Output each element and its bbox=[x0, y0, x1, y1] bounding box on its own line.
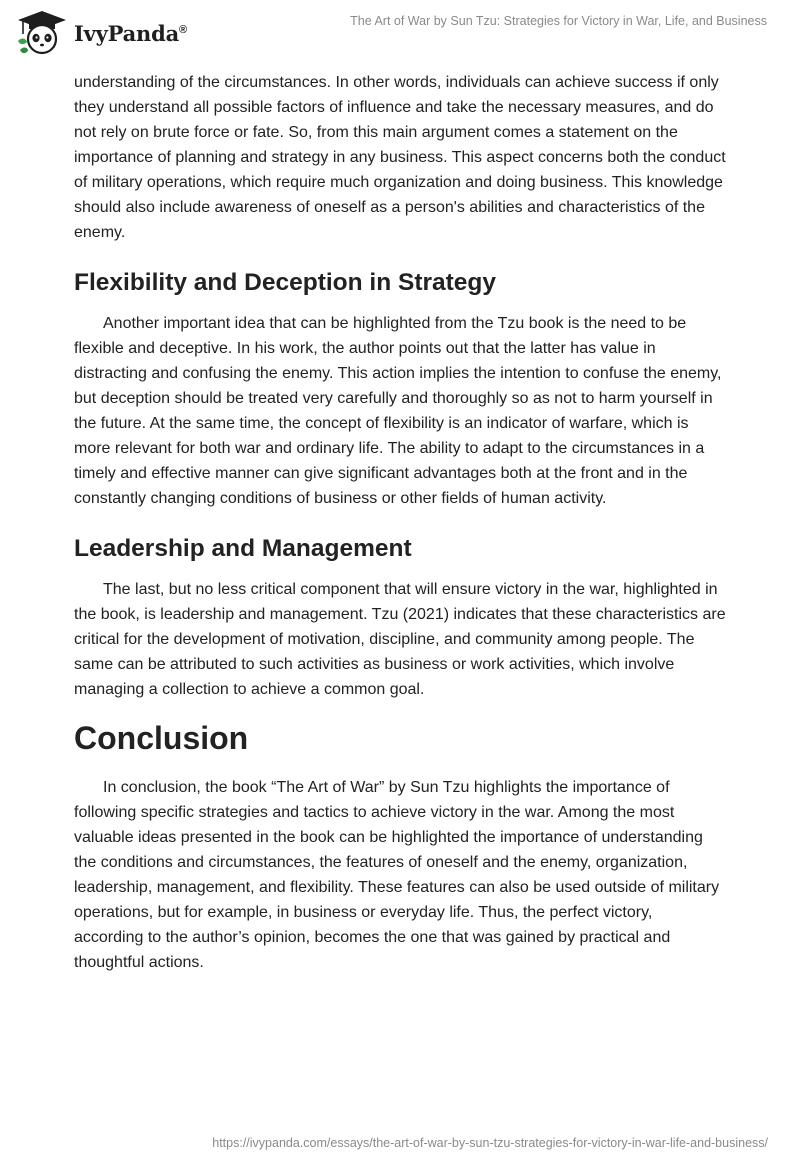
heading-leadership: Leadership and Management bbox=[74, 535, 412, 562]
intro-paragraph: understanding of the circumstances. In other words, individuals can achieve success if only they understand all possible factors of influence and take the necessary measures, and do not rely on brute force or fate. So, from this main argument comes a statement on the importance of planning and strategy in any business. This aspect concerns both the conduct of military operations, which require much organization and doing business. This knowledge should also include awareness of oneself as a person's abilities and characteristics of the enemy. bbox=[74, 74, 726, 241]
page-header bbox=[0, 0, 800, 70]
panda-graduation-cap-icon bbox=[14, 8, 70, 56]
ivypanda-logo[interactable] bbox=[14, 8, 187, 56]
paragraph-flexibility: Another important idea that can be highlighted from the Tzu book is the need to be flexible and deceptive. In his work, the author points out that the latter has value in distracting and confusing the enemy. This action implies the intention to confuse the enemy, but deception should be treated very carefully and thoroughly so as not to harm yourself in the future. At the same time, the concept of flexibility is an indicator of warfare, which is more relevant for both war and ordinary life. The ability to adapt to the circumstances in a timely and effective manner can give significant advantages both at the front and in the constantly changing conditions of business or other fields of human activity. bbox=[74, 315, 722, 507]
essay-content bbox=[74, 70, 726, 975]
document-title: The Art of War by Sun Tzu: Strategies for Victory in War, Life, and Business bbox=[350, 14, 767, 28]
paragraph-leadership: The last, but no less critical component that will ensure victory in the war, highlighted in the book, is leadership and management. Tzu (2021) indicates that these characteristics are critical for the development of motivation, discipline, and community among people. The same can be attributed to such activities as business or work activities, which involve managing a collection to achieve a common goal. bbox=[74, 581, 726, 698]
heading-flexibility: Flexibility and Deception in Strategy bbox=[74, 269, 497, 296]
brand-name: IvyPanda® bbox=[74, 20, 187, 46]
heading-conclusion: Conclusion bbox=[74, 720, 249, 756]
paragraph-conclusion: In conclusion, the book “The Art of War” by Sun Tzu highlights the importance of following specific strategies and tactics to achieve victory in the war. Among the most valuable ideas presented in the book can be highlighted the importance of understanding the conditions and circumstances, the features of oneself and the enemy, organization, leadership, management, and flexibility. These features can also be used outside of military operations, but for example, in business or everyday life. Thus, the perfect victory, according to the author’s opinion, becomes the one that was gained by practical and thoughtful actions. bbox=[74, 779, 720, 971]
source-url-link[interactable]: https://ivypanda.com/essays/the-art-of-war-by-sun-tzu-strategies-for-victory-in-war-life-and-business/ bbox=[212, 1136, 768, 1150]
registered-mark: ® bbox=[179, 23, 187, 36]
